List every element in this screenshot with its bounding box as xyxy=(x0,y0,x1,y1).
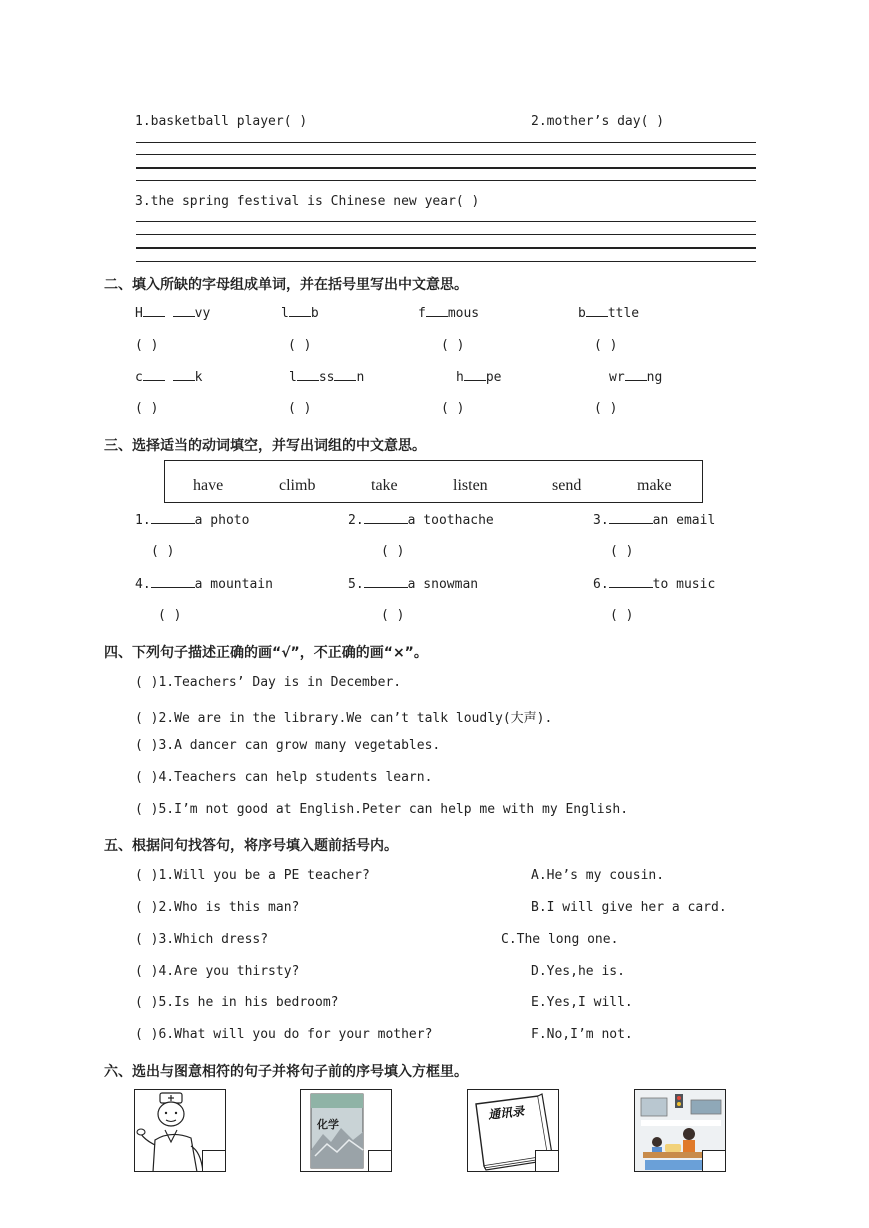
answer-blank[interactable] xyxy=(151,513,195,524)
answer-option: B.I will give her a card. xyxy=(531,900,727,915)
answer-box[interactable] xyxy=(535,1150,558,1171)
writing-line xyxy=(136,261,756,262)
question-item[interactable]: ( )5.Is he in his bedroom? xyxy=(135,995,339,1010)
word-option: take xyxy=(371,477,398,494)
section-title-3: 三、选择适当的动词填空，并写出词组的中文意思。 xyxy=(104,438,426,454)
writing-line xyxy=(136,180,756,181)
answer-blank[interactable] xyxy=(364,513,408,524)
answer-blank[interactable] xyxy=(143,370,165,381)
answer-option: E.Yes,I will. xyxy=(531,995,633,1010)
meaning-paren[interactable]: ( ) xyxy=(135,401,159,416)
true-false-item[interactable]: ( )5.I’m not good at English.Peter can help me with my English. xyxy=(135,802,629,817)
classroom-picture xyxy=(634,1089,726,1172)
question-item[interactable]: ( )3.Which dress? xyxy=(135,932,269,947)
section-title-5: 五、根据问句找答句，将序号填入题前括号内。 xyxy=(104,838,398,854)
missing-letter-word: b ttle xyxy=(578,306,640,321)
meaning-paren[interactable]: ( ) xyxy=(594,401,618,416)
doctor-picture xyxy=(134,1089,226,1172)
writing-line xyxy=(136,247,756,249)
question-item[interactable]: ( )2.Who is this man? xyxy=(135,900,300,915)
verb-phrase-item: 6. to music xyxy=(593,577,716,592)
verb-phrase-item: 5. a snowman xyxy=(348,577,479,592)
missing-letter-word: H vy xyxy=(135,306,211,321)
answer-blank[interactable] xyxy=(173,306,195,317)
part1-item-1: 1.basketball player( ) xyxy=(135,114,308,129)
meaning-paren[interactable]: ( ) xyxy=(135,338,159,353)
writing-line xyxy=(136,154,756,155)
word-option: send xyxy=(552,477,582,494)
answer-blank[interactable] xyxy=(586,306,608,317)
question-item[interactable]: ( )6.What will you do for your mother? xyxy=(135,1027,433,1042)
answer-blank[interactable] xyxy=(464,370,486,381)
meaning-paren[interactable]: ( ) xyxy=(441,401,465,416)
answer-blank[interactable] xyxy=(151,577,195,588)
answer-option: F.No,I’m not. xyxy=(531,1027,633,1042)
verb-phrase-item: 2. a toothache xyxy=(348,513,494,528)
answer-blank[interactable] xyxy=(426,306,448,317)
section-title-6: 六、选出与图意相符的句子并将句子前的序号填入方框里。 xyxy=(104,1064,468,1080)
book-title: 化学 xyxy=(317,1118,339,1131)
missing-letter-word: l ss n xyxy=(289,370,365,385)
writing-line xyxy=(136,167,756,169)
section-title-4: 四、下列句子描述正确的画“√”，不正确的画“×”。 xyxy=(104,645,428,661)
answer-box[interactable] xyxy=(368,1150,391,1171)
meaning-paren[interactable]: ( ) xyxy=(441,338,465,353)
true-false-item[interactable]: ( )4.Teachers can help students learn. xyxy=(135,770,433,785)
section-title-2: 二、填入所缺的字母组成单词，并在括号里写出中文意思。 xyxy=(104,277,468,293)
meaning-paren[interactable]: ( ) xyxy=(610,608,634,623)
writing-line xyxy=(136,221,756,222)
verb-phrase-item: 3. an email xyxy=(593,513,716,528)
meaning-paren[interactable]: ( ) xyxy=(158,608,182,623)
answer-blank[interactable] xyxy=(364,577,408,588)
address-book-label: 通讯录 xyxy=(487,1104,525,1122)
writing-line xyxy=(136,234,756,235)
verb-phrase-item: 4. a mountain xyxy=(135,577,273,592)
answer-blank[interactable] xyxy=(609,513,653,524)
answer-option: D.Yes,he is. xyxy=(531,964,625,979)
answer-option: A.He’s my cousin. xyxy=(531,868,665,883)
missing-letter-word: wr ng xyxy=(609,370,663,385)
meaning-paren[interactable]: ( ) xyxy=(594,338,618,353)
meaning-paren[interactable]: ( ) xyxy=(288,401,312,416)
verb-phrase-item: 1. a photo xyxy=(135,513,250,528)
address-book-picture xyxy=(467,1089,559,1172)
word-option: climb xyxy=(279,477,316,494)
writing-line xyxy=(136,142,756,143)
question-item[interactable]: ( )4.Are you thirsty? xyxy=(135,964,300,979)
answer-box[interactable] xyxy=(202,1150,225,1171)
answer-blank[interactable] xyxy=(289,306,311,317)
missing-letter-word: c k xyxy=(135,370,203,385)
answer-blank[interactable] xyxy=(297,370,319,381)
question-item[interactable]: ( )1.Will you be a PE teacher? xyxy=(135,868,370,883)
meaning-paren[interactable]: ( ) xyxy=(381,608,405,623)
missing-letter-word: f mous xyxy=(418,306,480,321)
missing-letter-word: l b xyxy=(281,306,319,321)
meaning-paren[interactable]: ( ) xyxy=(288,338,312,353)
true-false-item[interactable]: ( )2.We are in the library.We can’t talk loudly(大声). xyxy=(135,711,553,726)
word-option: have xyxy=(193,477,224,494)
answer-blank[interactable] xyxy=(173,370,195,381)
part1-item-2: 2.mother’s day( ) xyxy=(531,114,665,129)
answer-box[interactable] xyxy=(702,1150,725,1171)
answer-blank[interactable] xyxy=(334,370,356,381)
part1-item-3: 3.the spring festival is Chinese new year( ) xyxy=(135,194,480,209)
true-false-item[interactable]: ( )1.Teachers’ Day is in December. xyxy=(135,675,402,690)
word-option: listen xyxy=(453,477,488,494)
answer-blank[interactable] xyxy=(143,306,165,317)
meaning-paren[interactable]: ( ) xyxy=(151,544,175,559)
true-false-item[interactable]: ( )3.A dancer can grow many vegetables. xyxy=(135,738,441,753)
missing-letter-word: h pe xyxy=(456,370,502,385)
meaning-paren[interactable]: ( ) xyxy=(610,544,634,559)
meaning-paren[interactable]: ( ) xyxy=(381,544,405,559)
answer-blank[interactable] xyxy=(625,370,647,381)
verb-word-box xyxy=(164,460,703,503)
answer-option: C.The long one. xyxy=(501,932,619,947)
answer-blank[interactable] xyxy=(609,577,653,588)
chemistry-book-picture xyxy=(300,1089,392,1172)
word-option: make xyxy=(637,477,672,494)
